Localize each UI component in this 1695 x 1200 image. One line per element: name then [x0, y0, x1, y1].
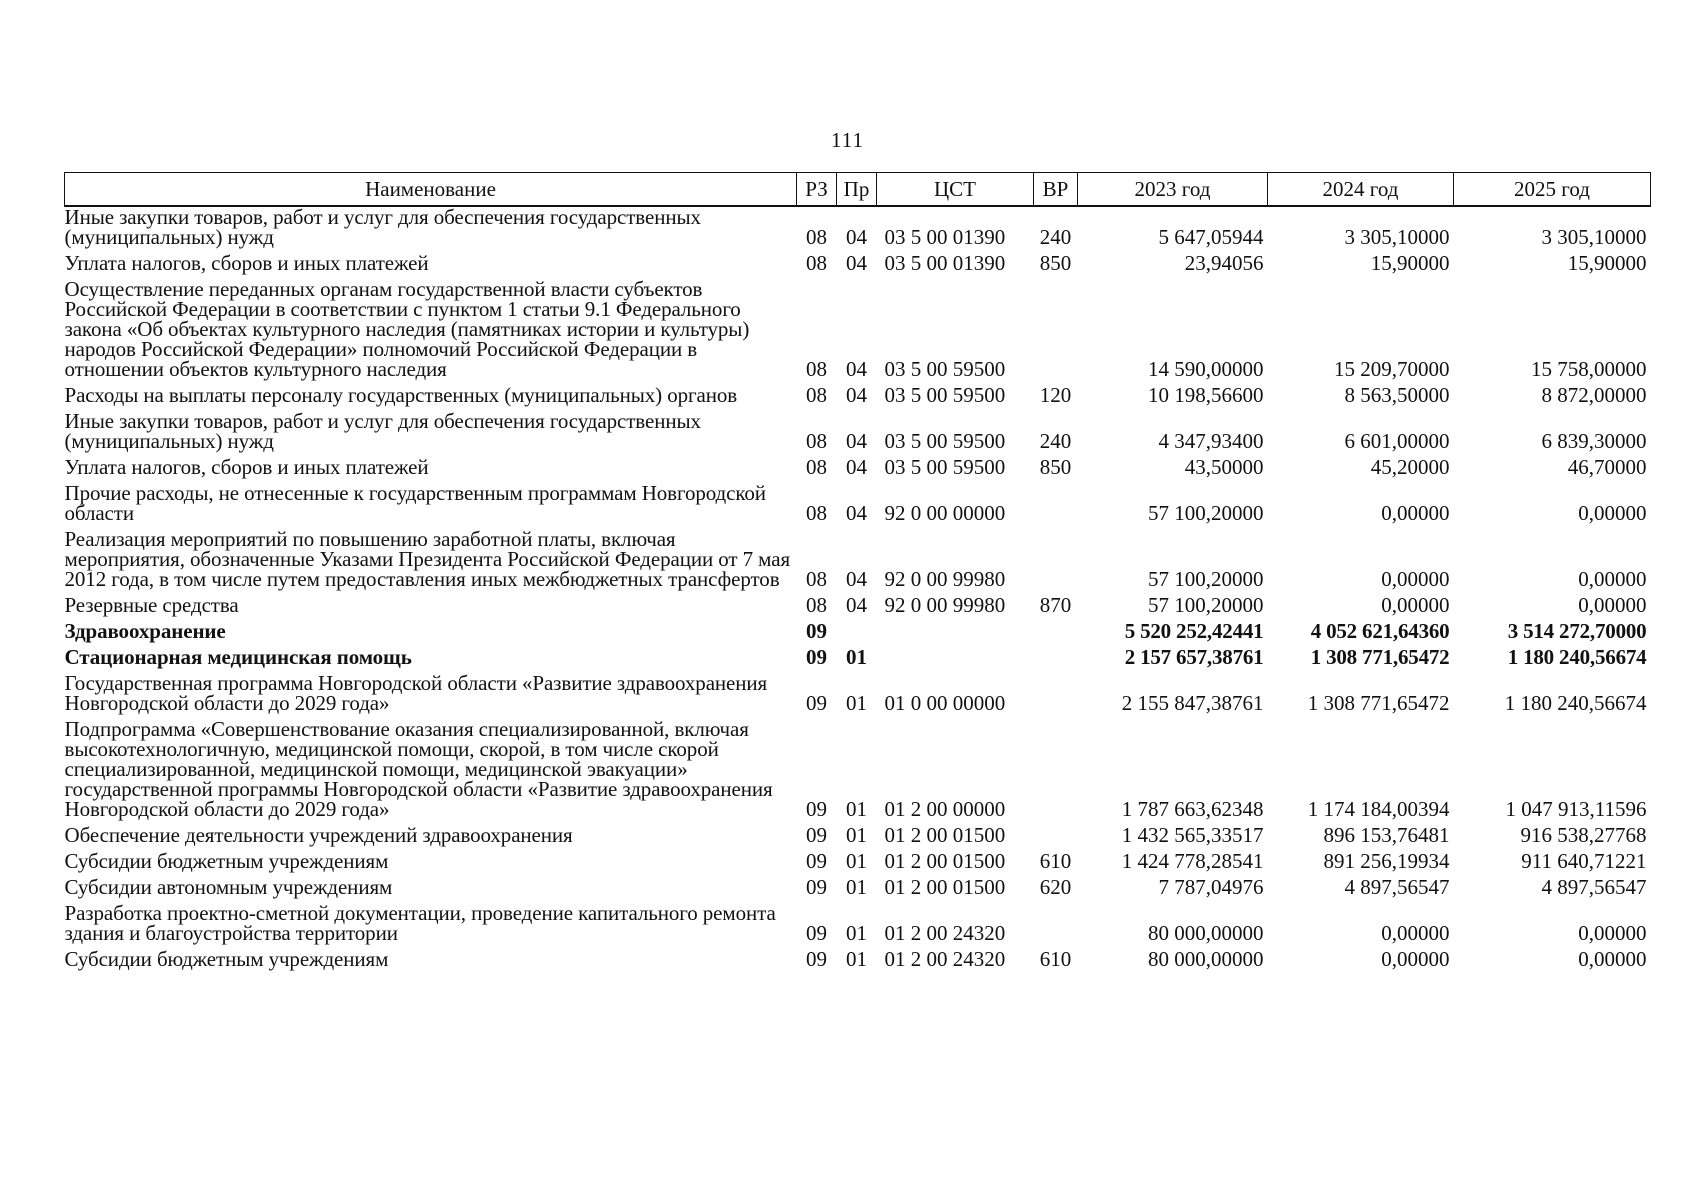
cell-2023: 1 787 663,62348	[1121, 797, 1264, 821]
cell-rz: 09	[806, 875, 827, 899]
cell-vr	[1034, 673, 1078, 719]
cell-pr: 01	[846, 875, 867, 899]
cell-2023: 14 590,00000	[1148, 357, 1264, 381]
cell-2024: 15 209,70000	[1334, 357, 1450, 381]
cell-2024: 8 563,50000	[1344, 383, 1450, 407]
cell-2024: 1 308 771,65472	[1310, 645, 1450, 669]
cell-2023: 5 520 252,42441	[1124, 619, 1264, 643]
table-row	[65, 621, 1651, 647]
table-row	[65, 253, 1651, 279]
cell-cst: 03 5 00 01390	[884, 251, 1006, 275]
cell-2023: 23,94056	[1184, 251, 1264, 275]
table-row	[65, 529, 1651, 595]
cell-2025: 3 305,10000	[1541, 225, 1647, 249]
cell-2025: 46,70000	[1567, 455, 1647, 479]
header-2024: 2024 год	[1268, 173, 1454, 207]
cell-rz: 08	[806, 593, 827, 617]
cell-name: Стационарная медицинская помощь	[64, 645, 412, 669]
cell-pr: 04	[846, 455, 867, 479]
cell-2024: 45,20000	[1370, 455, 1450, 479]
table-header	[65, 173, 1651, 207]
cell-2024: 0,00000	[1381, 593, 1450, 617]
cell-cst: 01 2 00 24320	[884, 921, 1006, 945]
cell-name: Уплата налогов, сборов и иных платежей	[64, 251, 429, 275]
cell-pr: 04	[846, 251, 867, 275]
cell-rz: 08	[806, 251, 827, 275]
cell-2025: 911 640,71221	[1521, 849, 1647, 873]
cell-name: Резервные средства	[64, 593, 239, 617]
cell-2024: 0,00000	[1381, 501, 1450, 525]
header-row	[65, 173, 1651, 207]
cell-2025: 0,00000	[1578, 567, 1647, 591]
table-row	[65, 851, 1651, 877]
cell-2025: 4 897,56547	[1541, 875, 1647, 899]
cell-name: Обеспечение деятельности учреждений здравоохранения	[64, 823, 573, 847]
cell-rz: 09	[806, 849, 827, 873]
table-row	[65, 483, 1651, 529]
cell-name: Субсидии автономным учреждениям	[64, 875, 393, 899]
cell-name: Субсидии бюджетным учреждениям	[64, 947, 389, 971]
cell-2023: 80 000,00000	[1148, 921, 1264, 945]
cell-2023: 80 000,00000	[1148, 947, 1264, 971]
cell-name: Разработка проектно-сметной документации, проведение капитального ремонта здания и благоустройства территории	[64, 901, 776, 945]
cell-2025: 1 180 240,56674	[1507, 645, 1647, 669]
cell-2024: 4 052 621,64360	[1310, 619, 1450, 643]
table-row	[65, 206, 1651, 253]
table-row	[65, 673, 1651, 719]
cell-pr: 04	[846, 357, 867, 381]
cell-name: Подпрограмма «Совершенствование оказания специализированной, включая высокотехнологичную, медицинской помощи, скорой, в том числе скорой специализированной, медицинской помощи, медицинской эвакуации» государственной программы Новгородской области «Развитие здравоохранения Новгородской области до 2029 года»	[64, 717, 773, 821]
cell-cst: 03 5 00 01390	[884, 225, 1006, 249]
cell-name: Иные закупки товаров, работ и услуг для обеспечения государственных (муниципальных) нужд	[64, 205, 701, 249]
cell-cst	[877, 621, 1034, 647]
table-row	[65, 385, 1651, 411]
header-2025: 2025 год	[1454, 173, 1651, 207]
cell-2023: 2 155 847,38761	[1121, 691, 1264, 715]
cell-2025: 15,90000	[1567, 251, 1647, 275]
cell-name: Иные закупки товаров, работ и услуг для обеспечения государственных (муниципальных) нужд	[64, 409, 701, 453]
cell-name: Осуществление переданных органам государственной власти субъектов Российской Федерации в соответствии с пунктом 1 статьи 9.1 Федерального закона «Об объектах культурного наследия (памятниках истории и культуры) народов Российской Федерации» полномочий Российской Федерации в отношении объектов культурного наследия	[64, 277, 750, 381]
header-rz: РЗ	[797, 173, 837, 207]
cell-2024: 1 308 771,65472	[1307, 691, 1450, 715]
cell-vr	[1034, 621, 1078, 647]
cell-2023: 5 647,05944	[1158, 225, 1264, 249]
header-pr: Пр	[837, 173, 877, 207]
table-row	[65, 903, 1651, 949]
cell-rz: 09	[806, 645, 827, 669]
cell-2024: 891 256,19934	[1323, 849, 1450, 873]
cell-vr	[1034, 825, 1078, 851]
cell-rz: 09	[806, 797, 827, 821]
cell-vr	[1034, 719, 1078, 825]
table-body	[65, 206, 1651, 975]
cell-2025: 15 758,00000	[1531, 357, 1647, 381]
cell-2025: 0,00000	[1578, 947, 1647, 971]
cell-name: Реализация мероприятий по повышению заработной платы, включая мероприятия, обозначенные Указами Президента Российской Федерации от 7 мая 2012 года, в том числе путем предоставления иных межбюджетных трансфертов	[64, 527, 790, 591]
page-number: 111	[831, 128, 864, 152]
cell-2024: 0,00000	[1381, 921, 1450, 945]
cell-2024: 15,90000	[1370, 251, 1450, 275]
cell-2023: 57 100,20000	[1148, 593, 1264, 617]
cell-pr: 01	[846, 797, 867, 821]
cell-pr: 04	[846, 567, 867, 591]
header-2023: 2023 год	[1078, 173, 1268, 207]
cell-2024: 0,00000	[1381, 567, 1450, 591]
cell-pr	[837, 621, 877, 647]
cell-vr	[1034, 647, 1078, 673]
cell-cst: 03 5 00 59500	[884, 357, 1006, 381]
cell-2023: 1 432 565,33517	[1121, 823, 1264, 847]
cell-cst: 92 0 00 99980	[884, 593, 1006, 617]
cell-2024: 4 897,56547	[1344, 875, 1450, 899]
cell-pr: 04	[846, 593, 867, 617]
cell-rz: 09	[806, 947, 827, 971]
cell-vr: 850	[1039, 251, 1072, 275]
cell-pr: 04	[846, 429, 867, 453]
cell-cst: 03 5 00 59500	[884, 383, 1006, 407]
cell-name: Расходы на выплаты персоналу государственных (муниципальных) органов	[64, 383, 738, 407]
table-row	[65, 411, 1651, 457]
cell-2025: 3 514 272,70000	[1507, 619, 1647, 643]
cell-rz: 09	[806, 619, 827, 643]
cell-cst: 03 5 00 59500	[884, 429, 1006, 453]
cell-vr: 240	[1039, 429, 1072, 453]
cell-name: Государственная программа Новгородской области «Развитие здравоохранения Новгородской области до 2029 года»	[64, 671, 768, 715]
cell-name: Уплата налогов, сборов и иных платежей	[64, 455, 429, 479]
cell-2024: 6 601,00000	[1344, 429, 1450, 453]
cell-cst	[877, 647, 1034, 673]
cell-vr: 120	[1039, 383, 1072, 407]
cell-pr: 04	[846, 383, 867, 407]
cell-rz: 08	[806, 501, 827, 525]
cell-cst: 03 5 00 59500	[884, 455, 1006, 479]
header-name: Наименование	[65, 173, 797, 207]
cell-vr: 870	[1039, 593, 1072, 617]
cell-cst: 01 2 00 01500	[884, 849, 1006, 873]
cell-rz: 08	[806, 567, 827, 591]
cell-2024: 896 153,76481	[1323, 823, 1450, 847]
cell-vr	[1034, 529, 1078, 595]
cell-vr	[1034, 279, 1078, 385]
cell-2025: 0,00000	[1578, 501, 1647, 525]
cell-2023: 57 100,20000	[1148, 567, 1264, 591]
cell-vr	[1034, 483, 1078, 529]
cell-2025: 6 839,30000	[1541, 429, 1647, 453]
cell-pr: 01	[846, 947, 867, 971]
cell-2025: 1 047 913,11596	[1505, 797, 1647, 821]
budget-table	[64, 172, 1651, 975]
cell-pr: 01	[846, 645, 867, 669]
cell-2023: 4 347,93400	[1158, 429, 1264, 453]
table-row	[65, 877, 1651, 903]
cell-2025: 916 538,27768	[1520, 823, 1647, 847]
cell-rz: 08	[806, 429, 827, 453]
table-row	[65, 825, 1651, 851]
cell-2025: 1 180 240,56674	[1504, 691, 1647, 715]
cell-2023: 2 157 657,38761	[1124, 645, 1264, 669]
cell-name: Субсидии бюджетным учреждениям	[64, 849, 389, 873]
cell-2025: 0,00000	[1578, 921, 1647, 945]
cell-pr: 01	[846, 823, 867, 847]
cell-cst: 01 2 00 24320	[884, 947, 1006, 971]
table-row	[65, 719, 1651, 825]
cell-cst: 92 0 00 00000	[884, 501, 1006, 525]
cell-2023: 1 424 778,28541	[1121, 849, 1264, 873]
cell-rz: 08	[806, 455, 827, 479]
cell-2025: 0,00000	[1578, 593, 1647, 617]
cell-cst: 01 2 00 01500	[884, 823, 1006, 847]
cell-cst: 92 0 00 99980	[884, 567, 1006, 591]
table-row	[65, 647, 1651, 673]
cell-cst: 01 2 00 00000	[884, 797, 1006, 821]
cell-cst: 01 2 00 01500	[884, 875, 1006, 899]
cell-name: Прочие расходы, не отнесенные к государственным программам Новгородской области	[64, 481, 766, 525]
cell-pr: 01	[846, 849, 867, 873]
cell-vr: 850	[1039, 455, 1072, 479]
cell-rz: 08	[806, 225, 827, 249]
table-row	[65, 279, 1651, 385]
cell-rz: 08	[806, 357, 827, 381]
cell-cst: 01 0 00 00000	[884, 691, 1006, 715]
cell-name: Здравоохранение	[64, 619, 226, 643]
cell-vr: 610	[1039, 947, 1072, 971]
cell-2024: 1 174 184,00394	[1307, 797, 1450, 821]
cell-rz: 09	[806, 691, 827, 715]
cell-pr: 01	[846, 921, 867, 945]
cell-pr: 04	[846, 225, 867, 249]
cell-rz: 09	[806, 823, 827, 847]
cell-rz: 09	[806, 921, 827, 945]
cell-pr: 01	[846, 691, 867, 715]
cell-2024: 3 305,10000	[1344, 225, 1450, 249]
cell-pr: 04	[846, 501, 867, 525]
cell-vr: 240	[1039, 225, 1072, 249]
cell-2023: 43,50000	[1184, 455, 1264, 479]
cell-2023: 7 787,04976	[1158, 875, 1264, 899]
header-cst: ЦСТ	[877, 173, 1034, 207]
table-row	[65, 595, 1651, 621]
header-vr: ВР	[1034, 173, 1078, 207]
cell-vr	[1034, 903, 1078, 949]
cell-2025: 8 872,00000	[1541, 383, 1647, 407]
cell-2023: 57 100,20000	[1148, 501, 1264, 525]
cell-vr: 620	[1039, 875, 1072, 899]
cell-2023: 10 198,56600	[1148, 383, 1264, 407]
cell-vr: 610	[1039, 849, 1072, 873]
table-row	[65, 949, 1651, 975]
cell-2024: 0,00000	[1381, 947, 1450, 971]
cell-rz: 08	[806, 383, 827, 407]
table-row	[65, 457, 1651, 483]
